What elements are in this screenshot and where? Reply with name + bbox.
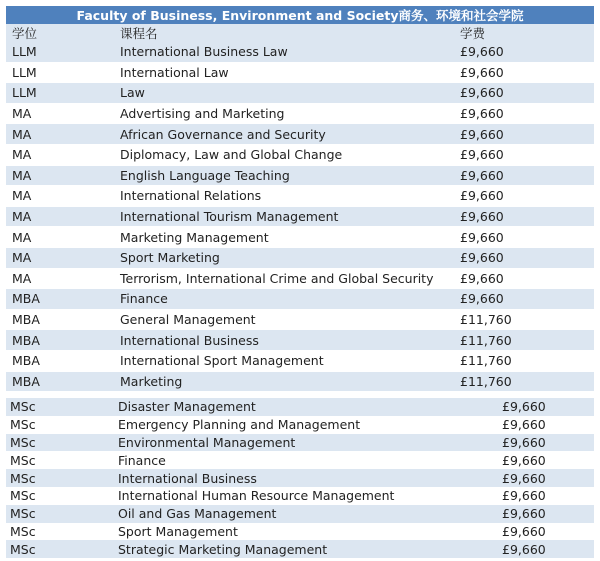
course-cell: International Business	[114, 469, 498, 487]
degree-cell: MBA	[6, 289, 114, 310]
degree-cell: LLM	[6, 83, 114, 104]
fee-cell: £9,660	[454, 103, 594, 124]
course-cell: Sport Marketing	[114, 247, 454, 268]
course-cell: Finance	[114, 451, 498, 469]
fee-cell: £9,660	[498, 434, 594, 452]
table-row	[6, 434, 594, 452]
degree-cell: MA	[6, 227, 114, 248]
header-degree: 学位	[6, 24, 114, 42]
table-row	[6, 451, 594, 469]
fee-cell: £11,760	[454, 371, 594, 392]
fee-cell: £11,760	[454, 350, 594, 371]
course-cell: African Governance and Security	[114, 124, 454, 145]
course-cell: International Human Resource Management	[114, 487, 498, 505]
degree-cell: MSc	[6, 540, 114, 558]
fee-cell: £9,660	[454, 165, 594, 186]
table-row	[6, 165, 594, 186]
fee-cell: £9,660	[454, 62, 594, 83]
fee-cell: £9,660	[454, 268, 594, 289]
fee-cell: £9,660	[498, 487, 594, 505]
course-cell: Law	[114, 83, 454, 104]
course-cell: International Law	[114, 62, 454, 83]
course-cell: International Sport Management	[114, 350, 454, 371]
course-cell: English Language Teaching	[114, 165, 454, 186]
table-row	[6, 523, 594, 541]
fee-cell: £9,660	[498, 523, 594, 541]
header-fee: 学费	[454, 24, 594, 42]
fees-table-msc	[6, 398, 594, 558]
fee-cell: £9,660	[454, 289, 594, 310]
degree-cell: MA	[6, 206, 114, 227]
table-row	[6, 206, 594, 227]
document-sheet	[6, 6, 594, 557]
table-row	[6, 540, 594, 558]
degree-cell: MSc	[6, 398, 114, 416]
fee-cell: £9,660	[454, 186, 594, 207]
table-row	[6, 144, 594, 165]
course-cell: Marketing	[114, 371, 454, 392]
degree-cell: MSc	[6, 505, 114, 523]
course-cell: International Business Law	[114, 42, 454, 62]
degree-cell: MA	[6, 268, 114, 289]
table-row	[6, 247, 594, 268]
table-row	[6, 186, 594, 207]
course-cell: Finance	[114, 289, 454, 310]
table-row	[6, 103, 594, 124]
degree-cell: MA	[6, 144, 114, 165]
course-cell: Sport Management	[114, 523, 498, 541]
course-cell: Emergency Planning and Management	[114, 416, 498, 434]
table-row	[6, 469, 594, 487]
fee-cell: £9,660	[498, 416, 594, 434]
fees-table-main	[6, 6, 594, 392]
degree-cell: MBA	[6, 350, 114, 371]
degree-cell: LLM	[6, 62, 114, 83]
fee-cell: £9,660	[454, 83, 594, 104]
degree-cell: MA	[6, 186, 114, 207]
table-row	[6, 350, 594, 371]
table-row	[6, 416, 594, 434]
degree-cell: LLM	[6, 42, 114, 62]
degree-cell: MSc	[6, 434, 114, 452]
table-row	[6, 268, 594, 289]
degree-cell: MSc	[6, 487, 114, 505]
course-cell: International Business	[114, 330, 454, 351]
course-cell: General Management	[114, 309, 454, 330]
degree-cell: MA	[6, 103, 114, 124]
fee-cell: £9,660	[498, 505, 594, 523]
fee-cell: £9,660	[454, 42, 594, 62]
degree-cell: MBA	[6, 309, 114, 330]
table-row	[6, 487, 594, 505]
degree-cell: MSc	[6, 469, 114, 487]
degree-cell: MA	[6, 165, 114, 186]
fee-cell: £9,660	[454, 144, 594, 165]
course-cell: Marketing Management	[114, 227, 454, 248]
degree-cell: MBA	[6, 330, 114, 351]
course-cell: International Tourism Management	[114, 206, 454, 227]
degree-cell: MSc	[6, 416, 114, 434]
table-title: Faculty of Business, Environment and Society商务、环境和社会学院	[6, 6, 594, 24]
header-course: 课程名	[114, 24, 454, 42]
table-row	[6, 227, 594, 248]
table-row	[6, 505, 594, 523]
course-cell: Advertising and Marketing	[114, 103, 454, 124]
fee-cell: £9,660	[498, 540, 594, 558]
course-cell: Strategic Marketing Management	[114, 540, 498, 558]
table-row	[6, 330, 594, 351]
table-row	[6, 289, 594, 310]
course-cell: Oil and Gas Management	[114, 505, 498, 523]
degree-cell: MSc	[6, 451, 114, 469]
degree-cell: MSc	[6, 523, 114, 541]
degree-cell: MBA	[6, 371, 114, 392]
course-cell: Environmental Management	[114, 434, 498, 452]
fee-cell: £9,660	[498, 469, 594, 487]
fee-cell: £9,660	[454, 124, 594, 145]
table-row	[6, 62, 594, 83]
fee-cell: £9,660	[454, 247, 594, 268]
table-row	[6, 398, 594, 416]
fee-cell: £9,660	[498, 398, 594, 416]
degree-cell: MA	[6, 124, 114, 145]
fee-cell: £11,760	[454, 330, 594, 351]
fees-table-msc-wrap	[6, 398, 594, 558]
table-row	[6, 83, 594, 104]
fee-cell: £9,660	[498, 451, 594, 469]
table-row	[6, 42, 594, 62]
fee-cell: £11,760	[454, 309, 594, 330]
course-cell: Disaster Management	[114, 398, 498, 416]
table-row	[6, 124, 594, 145]
course-cell: Terrorism, International Crime and Global Security	[114, 268, 454, 289]
table-row	[6, 309, 594, 330]
fee-cell: £9,660	[454, 227, 594, 248]
fee-cell: £9,660	[454, 206, 594, 227]
table-title-row	[6, 6, 594, 24]
degree-cell: MA	[6, 247, 114, 268]
table-row	[6, 371, 594, 392]
course-cell: Diplomacy, Law and Global Change	[114, 144, 454, 165]
course-cell: International Relations	[114, 186, 454, 207]
table-header-row	[6, 24, 594, 42]
